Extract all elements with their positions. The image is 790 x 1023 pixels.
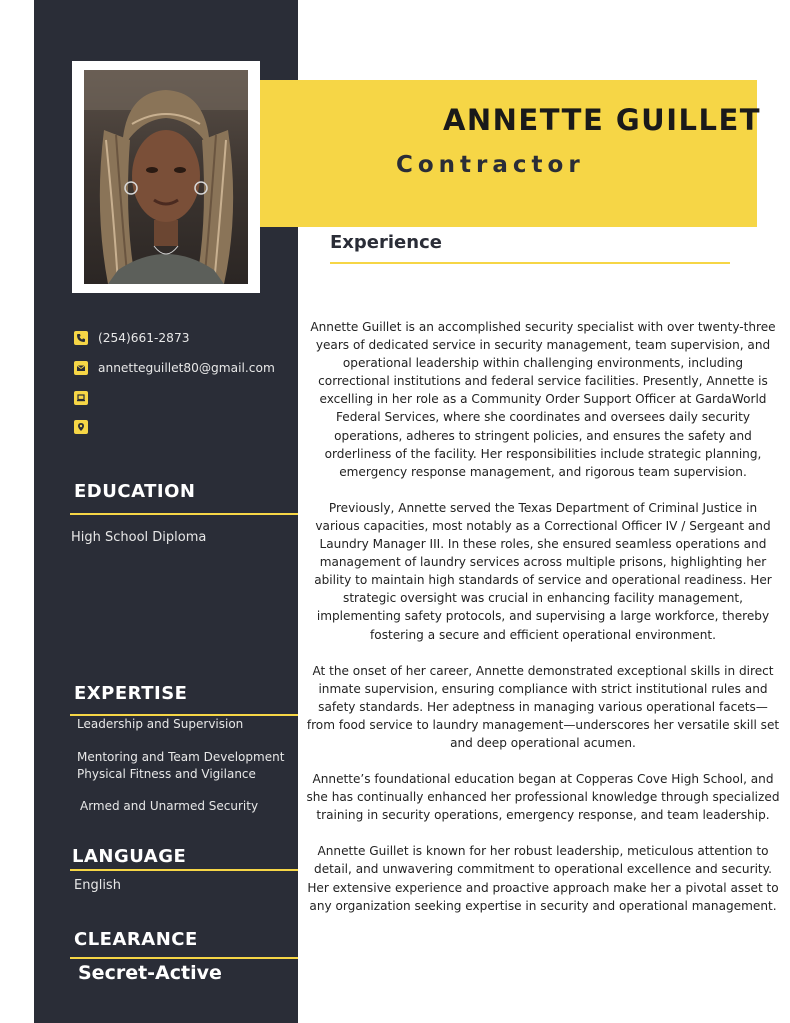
experience-heading: Experience — [330, 232, 442, 253]
email-address[interactable]: annetteguillet80@gmail.com — [98, 361, 275, 375]
education-divider — [70, 513, 298, 515]
education-heading: EDUCATION — [74, 481, 196, 502]
clearance-value: Secret-Active — [78, 962, 222, 984]
clearance-heading: CLEARANCE — [74, 929, 198, 950]
expertise-item: Armed and Unarmed Security — [80, 799, 259, 813]
experience-paragraph: Annette’s foundational education began at Copperas Cove High School, and she has continually enhanced her professional knowledge through specialized training in security operations, emergency response, and team leadership. — [306, 772, 780, 823]
laptop-icon — [74, 391, 88, 405]
expertise-divider — [70, 714, 298, 716]
experience-paragraph: Annette Guillet is known for her robust leadership, meticulous attention to detail, and unwavering commitment to operational excellence and security. Her extensive experience and proactive approach make her a pivotal asset to any organization seeking expertise in security and operational management. — [307, 844, 779, 913]
experience-paragraph: Annette Guillet is an accomplished security specialist with over twenty-three years of dedicated service in security management, team supervision, and operational leadership within challenging environments, including correctional institutions and federal service facilities. Presently, Annette is excelling in her role as a Community Order Support Officer at GardaWorld Federal Services, where she coordinates and oversees daily security operations, adheres to stringent policies, and ensures the safety and orderliness of the facility. Her responsibilities include strategic planning, emergency response management, and rigorous team supervision. — [310, 320, 776, 479]
location-pin-icon — [74, 420, 88, 434]
language-divider — [70, 869, 298, 871]
contact-email — [74, 361, 275, 375]
contact-website — [74, 391, 88, 405]
job-title: Contractor — [396, 152, 585, 178]
experience-summary — [306, 318, 780, 933]
expertise-heading: EXPERTISE — [74, 683, 188, 704]
clearance-divider — [70, 957, 298, 959]
expertise-item: Mentoring and Team Development — [77, 750, 285, 764]
contact-location — [74, 420, 88, 434]
expertise-item: Physical Fitness and Vigilance — [77, 767, 256, 781]
expertise-item: Leadership and Supervision — [77, 717, 244, 731]
education-item: High School Diploma — [71, 530, 207, 545]
language-heading: LANGUAGE — [72, 846, 187, 867]
candidate-name: ANNETTE GUILLET — [442, 103, 762, 137]
phone-number[interactable]: (254)661-2873 — [98, 331, 190, 345]
language-item: English — [74, 878, 121, 893]
contact-phone — [74, 331, 189, 345]
experience-paragraph: At the onset of her career, Annette demonstrated exceptional skills in direct inmate supervision, ensuring compliance with strict institutional rules and safety standards. Her adeptness in managing various operational facets—from food service to laundry management—underscores her versatile skill set and deep operational acumen. — [306, 663, 780, 750]
phone-icon — [74, 331, 88, 345]
email-icon — [74, 361, 88, 375]
experience-paragraph: Previously, Annette served the Texas Department of Criminal Justice in various capacities, most notably as a Correctional Officer IV / Sergeant and Laundry Manager III. In these roles, she ensured seamless operations and management of laundry services across multiple prisons, highlighting her ability to maintain high standards of service and operational readiness. Her strategic oversight was crucial in enhancing facility management, implementing safety protocols, and supervising a large workforce, thereby fostering a secure and efficient operational environment. — [314, 500, 772, 642]
experience-divider — [330, 262, 730, 264]
profile-photo — [84, 70, 248, 284]
